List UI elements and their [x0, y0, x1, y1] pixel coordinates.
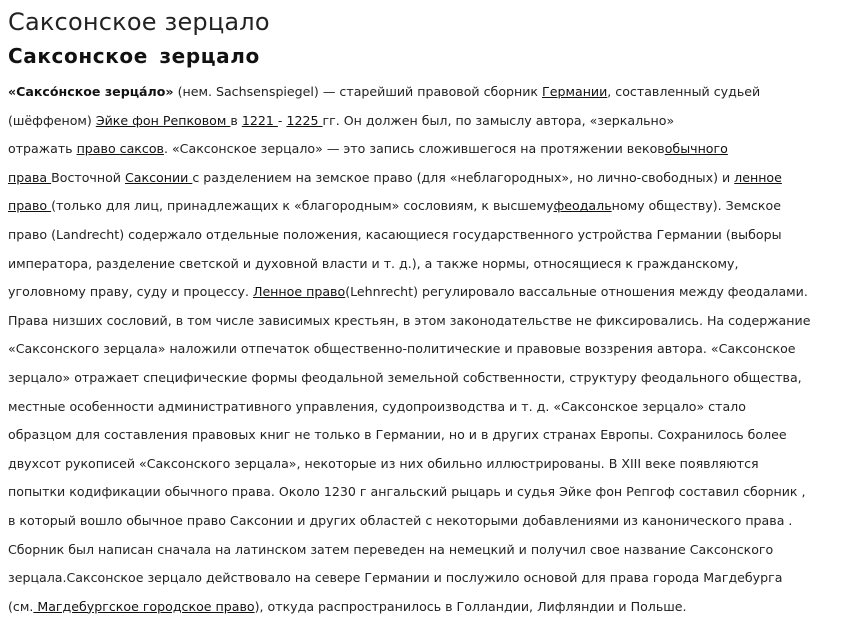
text-segment: двухсот рукописей «Саксонского зерцала», некоторые из них обильно иллюстрированы. В XIII веке появляются [8, 455, 759, 471]
text-segment: Сборник был написан сначала на латинском затем переведен на немецкий и получил свое название Саксонского [8, 541, 774, 557]
text-line [8, 450, 839, 479]
text-segment: . «Саксонское зерцало» — это запись сложившегося на протяжении веков [163, 141, 665, 157]
text-line [8, 507, 839, 536]
text-segment: (только для лиц, принадлежащих к «благородным» сословиям, к высшему [51, 198, 554, 214]
text-segment: отражать [8, 141, 77, 157]
text-line [8, 593, 839, 622]
article-link[interactable]: феодаль [553, 198, 612, 214]
text-segment: уголовному праву, суду и процессу. [8, 284, 253, 300]
text-segment: зерцало» отражает специфические формы феодальной земельной собственности, структуру феодального общества, [8, 369, 802, 385]
article-link[interactable]: 1225 [286, 112, 323, 128]
text-segment: (нем. Sachsenspiegel) — старейший правовой сборник [173, 84, 543, 99]
text-line [8, 335, 839, 364]
text-line [8, 421, 839, 450]
text-line [8, 107, 839, 136]
text-segment: зерцала.Саксонское зерцало действовало на севере Германии и послужило основой для права города Магдебурга [8, 570, 783, 586]
text-segment: (шёффеном) [8, 112, 96, 128]
text-segment: право (Landrecht) содержало отдельные положения, касающиеся государственного устройства Германии (выборы [8, 226, 782, 242]
text-line [8, 393, 839, 422]
text-segment: «Саксонского зерцала» наложили отпечаток общественно-политические и правовые воззрения автора. «Саксонское [8, 341, 796, 357]
text-segment: императора, разделение светской и духовной власти и т. д.), а также нормы, относящиеся к гражданскому, [8, 255, 739, 271]
article-link[interactable]: Саксонии [124, 169, 193, 185]
text-line [8, 564, 839, 593]
term-bold: «Саксо́нское зерца́ло» [8, 84, 174, 99]
text-line [8, 250, 839, 279]
article-body [8, 78, 839, 621]
text-segment: местные особенности административного управления, судопроизводства и т. д. «Саксонское зерцало» стало [8, 398, 746, 414]
text-line [8, 478, 839, 507]
text-line [8, 221, 839, 250]
text-segment: (Lehnrecht) регулировало вассальные отношения между феодалами. [345, 284, 808, 300]
article-link[interactable]: Эйке фон Репковом [95, 112, 231, 128]
text-line [8, 78, 839, 107]
article-link[interactable]: ленное [734, 169, 782, 185]
article-link[interactable]: право [8, 198, 52, 214]
text-segment: , составленный судьей [607, 84, 761, 99]
text-segment: ), откуда распространилось в Голландии, Лифляндии и Польше. [254, 598, 687, 614]
text-segment: (см. [8, 598, 34, 614]
text-segment: образцом для составления правовых книг не только в Германии, но и в других странах Европы. Сохранилось более [8, 427, 787, 443]
text-line [8, 164, 839, 193]
article-link[interactable]: Ленное право [252, 284, 346, 300]
article-link[interactable]: права [8, 169, 52, 185]
site-title: Саксонское зерцало [8, 8, 270, 36]
article-link[interactable]: Германии [542, 84, 608, 99]
article-link[interactable]: 1221 [241, 112, 278, 128]
text-line [8, 307, 839, 336]
text-segment: Права низших сословий, в том числе зависимых крестьян, в этом законодательстве не фиксировались. На содержание [8, 312, 811, 328]
text-segment: в [230, 112, 242, 128]
article-link[interactable]: Магдебургское городское право [33, 598, 255, 614]
text-segment: гг. Он должен был, по замыслу автора, «зеркально» [322, 112, 675, 128]
text-segment: попытки кодификации обычного права. Около 1230 г ангальский рыцарь и судья Эйке фон Репгоф составил сборник , [8, 484, 806, 500]
text-segment: Восточной [51, 169, 125, 185]
article-title: Саксонское зерцало [8, 44, 260, 68]
text-line [8, 536, 839, 565]
text-line [8, 364, 839, 393]
text-line [8, 278, 839, 307]
text-segment: - [277, 112, 287, 128]
text-segment: в который вошло обычное право Саксонии и других областей с некоторыми добавлениями из канонического права . [8, 512, 793, 528]
text-segment: с разделением на земское право (для «неблагородных», но лично-свободных) и [192, 169, 735, 185]
article-link[interactable]: обычного [664, 141, 728, 157]
article-link[interactable]: право саксов [76, 141, 164, 157]
text-line [8, 192, 839, 221]
text-segment: ному обществу). Земское [611, 198, 781, 214]
text-line [8, 135, 839, 164]
